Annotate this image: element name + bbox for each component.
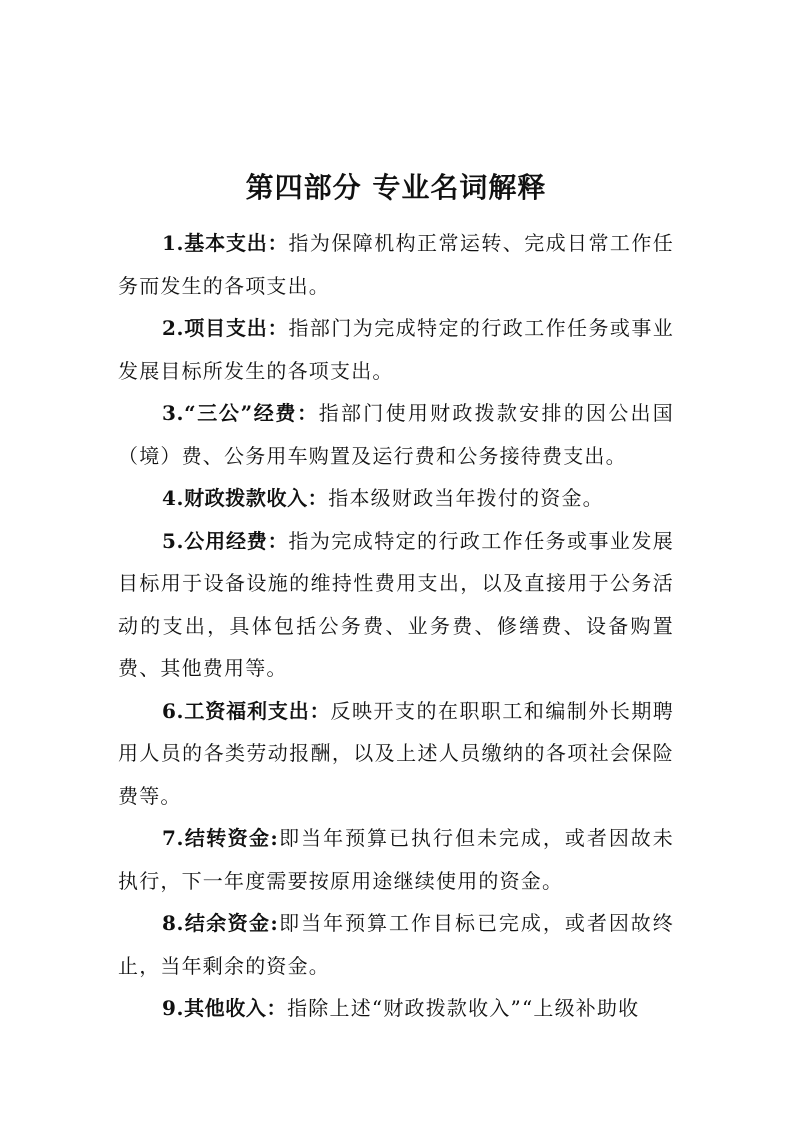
glossary-definition: 即当年预算工作目标已完成，或者因故终止，当年剩余的资金。	[118, 911, 674, 978]
glossary-term: 8.结余资金:	[162, 911, 279, 935]
glossary-term: 4.财政拨款收入：	[162, 486, 329, 510]
glossary-term: 7.结转资金:	[162, 826, 279, 850]
glossary-item-surplus-funds	[118, 902, 674, 987]
glossary-definition: 指本级财政当年拨付的资金。	[328, 486, 604, 510]
glossary-term: 6.工资福利支出：	[162, 698, 331, 723]
glossary-term: 9.其他收入：	[162, 996, 288, 1020]
glossary-term: 2.项目支出：	[162, 316, 289, 340]
glossary-item-three-public-expenses	[118, 392, 674, 477]
glossary-definition: 指部门使用财政拨款安排的因公出国（境）费、公务用车购置及运行费和公务接待费支出。	[118, 401, 674, 468]
glossary-definition: 指为完成特定的行政工作任务或事业发展目标用于设备设施的维持性费用支出，以及直接用于公务活动的支出，具体包括公务费、业务费、修缮费、设备购置费、其他费用等。	[118, 528, 674, 680]
glossary-item-basic-expenditure	[118, 222, 674, 307]
glossary-item-project-expenditure	[118, 307, 674, 392]
glossary-term: 1.基本支出：	[162, 231, 289, 255]
glossary-item-public-funds	[118, 520, 674, 690]
glossary-term: 3.“三公”经费：	[162, 401, 319, 425]
glossary-item-carryover-funds	[118, 817, 674, 902]
glossary-definition: 指除上述“财政拨款收入”“上级补助收	[287, 996, 640, 1020]
glossary-item-salary-welfare-expenditure	[118, 690, 674, 818]
glossary-item-fiscal-appropriation-income	[118, 477, 674, 520]
glossary-term: 5.公用经费：	[162, 528, 289, 553]
glossary-definition: 指部门为完成特定的行政工作任务或事业发展目标所发生的各项支出。	[118, 316, 674, 383]
glossary-definition: 反映开支的在职职工和编制外长期聘用人员的各类劳动报酬，以及上述人员缴纳的各项社会保险费等。	[118, 698, 674, 808]
glossary-list	[118, 222, 674, 1030]
glossary-item-other-income	[118, 987, 674, 1030]
page-title: 第四部分 专业名词解释	[245, 171, 547, 204]
glossary-definition: 指为保障机构正常运转、完成日常工作任务而发生的各项支出。	[118, 231, 674, 298]
glossary-definition: 即当年预算已执行但未完成，或者因故未执行，下一年度需要按原用途继续使用的资金。	[118, 826, 674, 893]
